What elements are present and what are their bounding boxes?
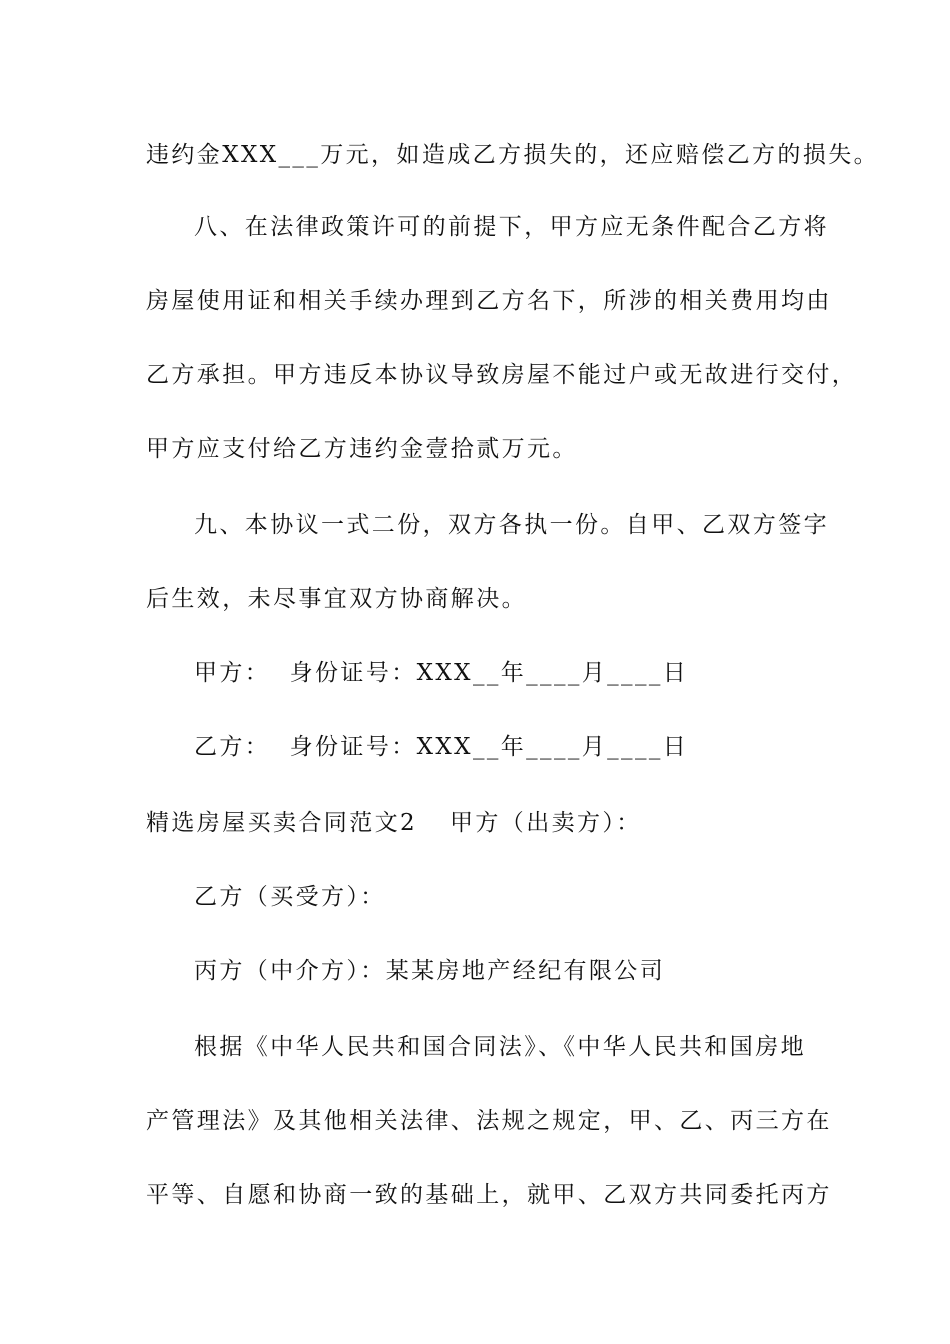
text-line: 甲方应支付给乙方违约金壹拾贰万元。 (146, 436, 578, 462)
party-a-signature-line: 甲方： 身份证号：XXX__年____月____日 (194, 660, 689, 686)
text-line: 房屋使用证和相关手续办理到乙方名下，所涉的相关费用均由 (146, 288, 832, 314)
text-line: 平等、自愿和协商一致的基础上，就甲、乙双方共同委托丙方 (146, 1182, 832, 1208)
party-b-buyer-line: 乙方（买受方）： (194, 884, 386, 910)
party-c-agent-line: 丙方（中介方）：某某房地产经纪有限公司 (194, 958, 666, 984)
section-heading: 精选房屋买卖合同范文2 (146, 810, 418, 836)
text-line: 违约金XXX___万元，如造成乙方损失的，还应赔偿乙方的损失。 (146, 142, 880, 168)
text-line: 根据《中华人民共和国合同法》、《中华人民共和国房地 (194, 1034, 806, 1060)
text-line: 后生效，未尽事宜双方协商解决。 (146, 586, 527, 612)
clause-9-line: 九、本协议一式二份，双方各执一份。自甲、乙双方签字 (194, 512, 829, 538)
clause-8-line: 八、在法律政策许可的前提下，甲方应无条件配合乙方将 (194, 214, 829, 240)
text-line: 乙方承担。甲方违反本协议导致房屋不能过户或无故进行交付， (146, 362, 858, 388)
party-b-signature-line: 乙方： 身份证号：XXX__年____月____日 (194, 734, 689, 760)
text-line: 产管理法》及其他相关法律、法规之规定，甲、乙、丙三方在 (146, 1108, 832, 1134)
party-a-seller-line: 甲方（出卖方）： (450, 810, 642, 836)
